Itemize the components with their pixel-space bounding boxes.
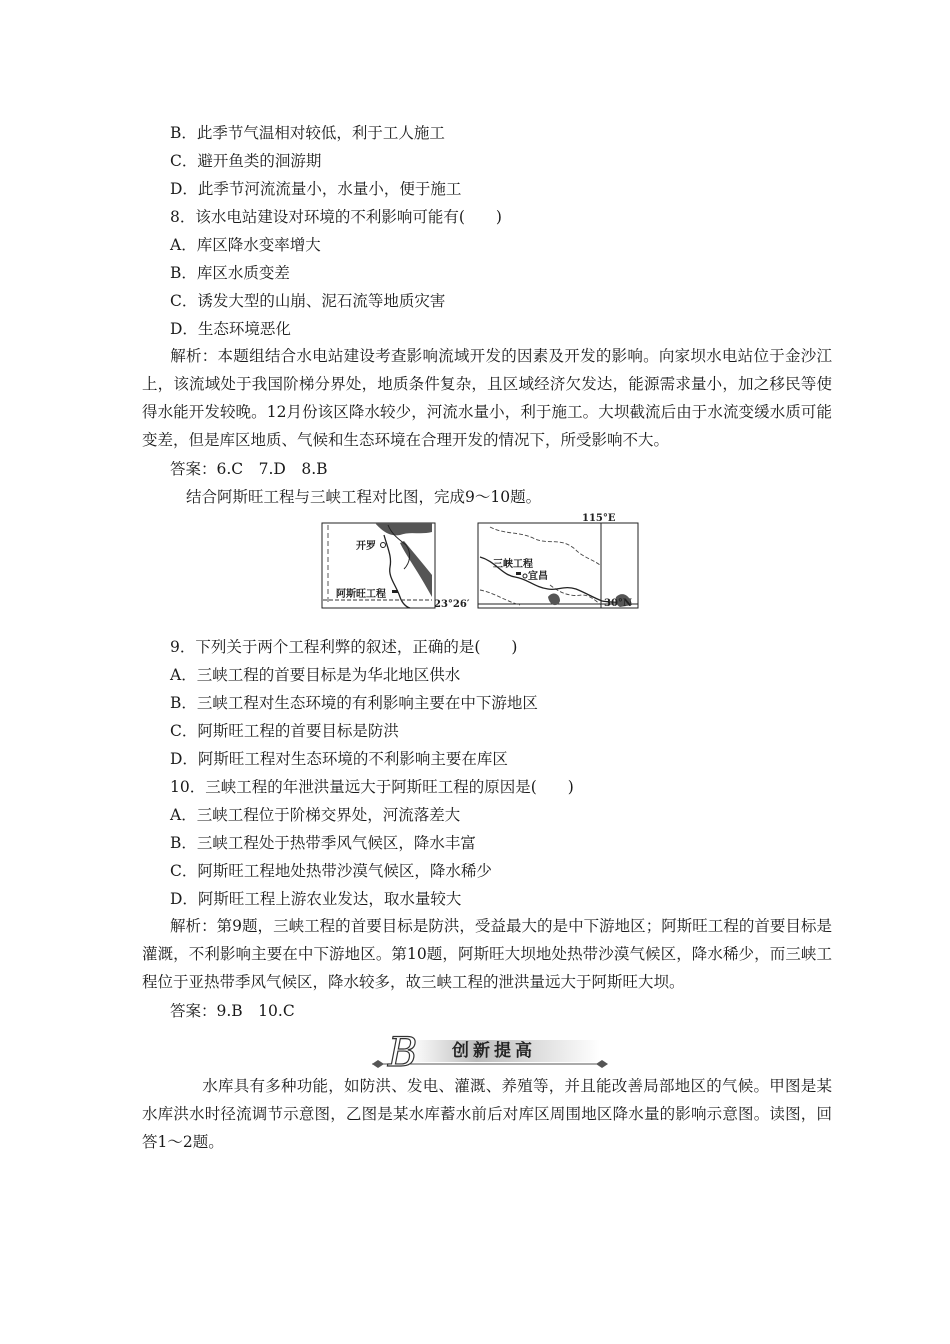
q7-option-d: D．此季节河流流量小，水量小，便于施工 <box>170 180 462 198</box>
section-title: 创新提高 <box>452 1041 536 1061</box>
analysis-9-10 <box>142 912 832 996</box>
lake-shape-1 <box>548 594 560 606</box>
q9-option-a: A．三峡工程的首要目标是为华北地区供水 <box>170 666 461 684</box>
cairo-dot <box>381 543 386 548</box>
answer-9-10: 答案：9.B 10.C <box>170 1002 295 1020</box>
q8-option-d: D．生态环境恶化 <box>170 320 291 338</box>
q10-option-d: D．阿斯旺工程上游农业发达，取水量较大 <box>170 890 462 908</box>
analysis-6-8-text: 解析：本题组结合水电站建设考查影响流域开发的因素及开发的影响。向家坝水电站位于金沙江上，该流域处于我国阶梯分界处，地质条件复杂，且区域经济欠发达，能源需求量小，加之移民等使得水能开发较晚。12月份该区降水较少，河流水量小，利于施工。大坝截流后由于水流变缓水质可能变差，但是库区地质、气候和生态环境在合理开发的情况下，所受影响不大。 <box>142 347 832 449</box>
boundary-line-2 <box>480 590 520 605</box>
three-gorges-label: 三峡工程 <box>493 559 533 570</box>
yichang-label: 宜昌 <box>528 571 548 582</box>
q8-option-b: B．库区水质变差 <box>170 264 290 282</box>
q9-option-b: B．三峡工程对生态环境的有利影响主要在中下游地区 <box>170 694 538 712</box>
comparison-map-figure <box>320 505 640 610</box>
section-letter: B <box>388 1030 418 1074</box>
q10-option-b: B．三峡工程处于热带季风气候区，降水丰富 <box>170 834 476 852</box>
q9-option-c: C．阿斯旺工程的首要目标是防洪 <box>170 722 399 740</box>
left-latitude-label: 23°26′ <box>434 599 470 610</box>
section-header <box>370 1030 610 1074</box>
right-latitude-label: 30°N <box>604 598 633 609</box>
aswan-label: 阿斯旺工程 <box>336 589 386 600</box>
mediterranean-sea-shape <box>375 523 432 535</box>
q8-option-a: A．库区降水变率增大 <box>170 236 321 254</box>
q9-stem: 9．下列关于两个工程利弊的叙述，正确的是( ) <box>170 638 518 656</box>
closing-paragraph-text: 水库具有多种功能，如防洪、发电、灌溉、养殖等，并且能改善局部地区的气候。甲图是某水库洪水时径流调节示意图，乙图是某水库蓄水前后对库区周围地区降水量的影响示意图。读图，回答1～2题。 <box>142 1077 832 1151</box>
yichang-dot <box>523 574 527 578</box>
analysis-6-8 <box>142 342 832 454</box>
q7-option-c: C．避开鱼类的洄游期 <box>170 152 322 170</box>
cairo-label: 开罗 <box>356 541 376 552</box>
q8-stem: 8．该水电站建设对环境的不利影响可能有( ) <box>170 208 502 226</box>
analysis-9-10-text: 解析：第9题，三峡工程的首要目标是防洪，受益最大的是中下游地区；阿斯旺工程的首要目标是灌溉，不利影响主要在中下游地区。第10题，阿斯旺大坝地处热带沙漠气候区，降水稀少，而三峡工程位于亚热带季风气候区，降水较多，故三峡工程的泄洪量远大于阿斯旺大坝。 <box>142 917 832 991</box>
right-longitude-label: 115°E <box>582 513 616 524</box>
intro-9-10: 结合阿斯旺工程与三峡工程对比图，完成9～10题。 <box>186 488 542 506</box>
q9-option-d: D．阿斯旺工程对生态环境的不利影响主要在库区 <box>170 750 508 768</box>
three-gorges-dam-mark <box>516 572 521 575</box>
answer-6-8: 答案：6.C 7.D 8.B <box>170 460 328 478</box>
q10-option-c: C．阿斯旺工程地处热带沙漠气候区，降水稀少 <box>170 862 492 880</box>
q8-option-c: C．诱发大型的山崩、泥石流等地质灾害 <box>170 292 446 310</box>
q10-option-a: A．三峡工程位于阶梯交界处，河流落差大 <box>170 806 461 824</box>
aswan-dam-mark <box>392 590 398 593</box>
closing-paragraph <box>142 1072 832 1156</box>
red-sea-shape <box>400 541 432 597</box>
section-left-diamond <box>372 1060 384 1068</box>
q7-option-b: B．此季节气温相对较低，利于工人施工 <box>170 124 445 142</box>
q10-stem: 10．三峡工程的年泄洪量远大于阿斯旺工程的原因是( ) <box>170 778 574 796</box>
